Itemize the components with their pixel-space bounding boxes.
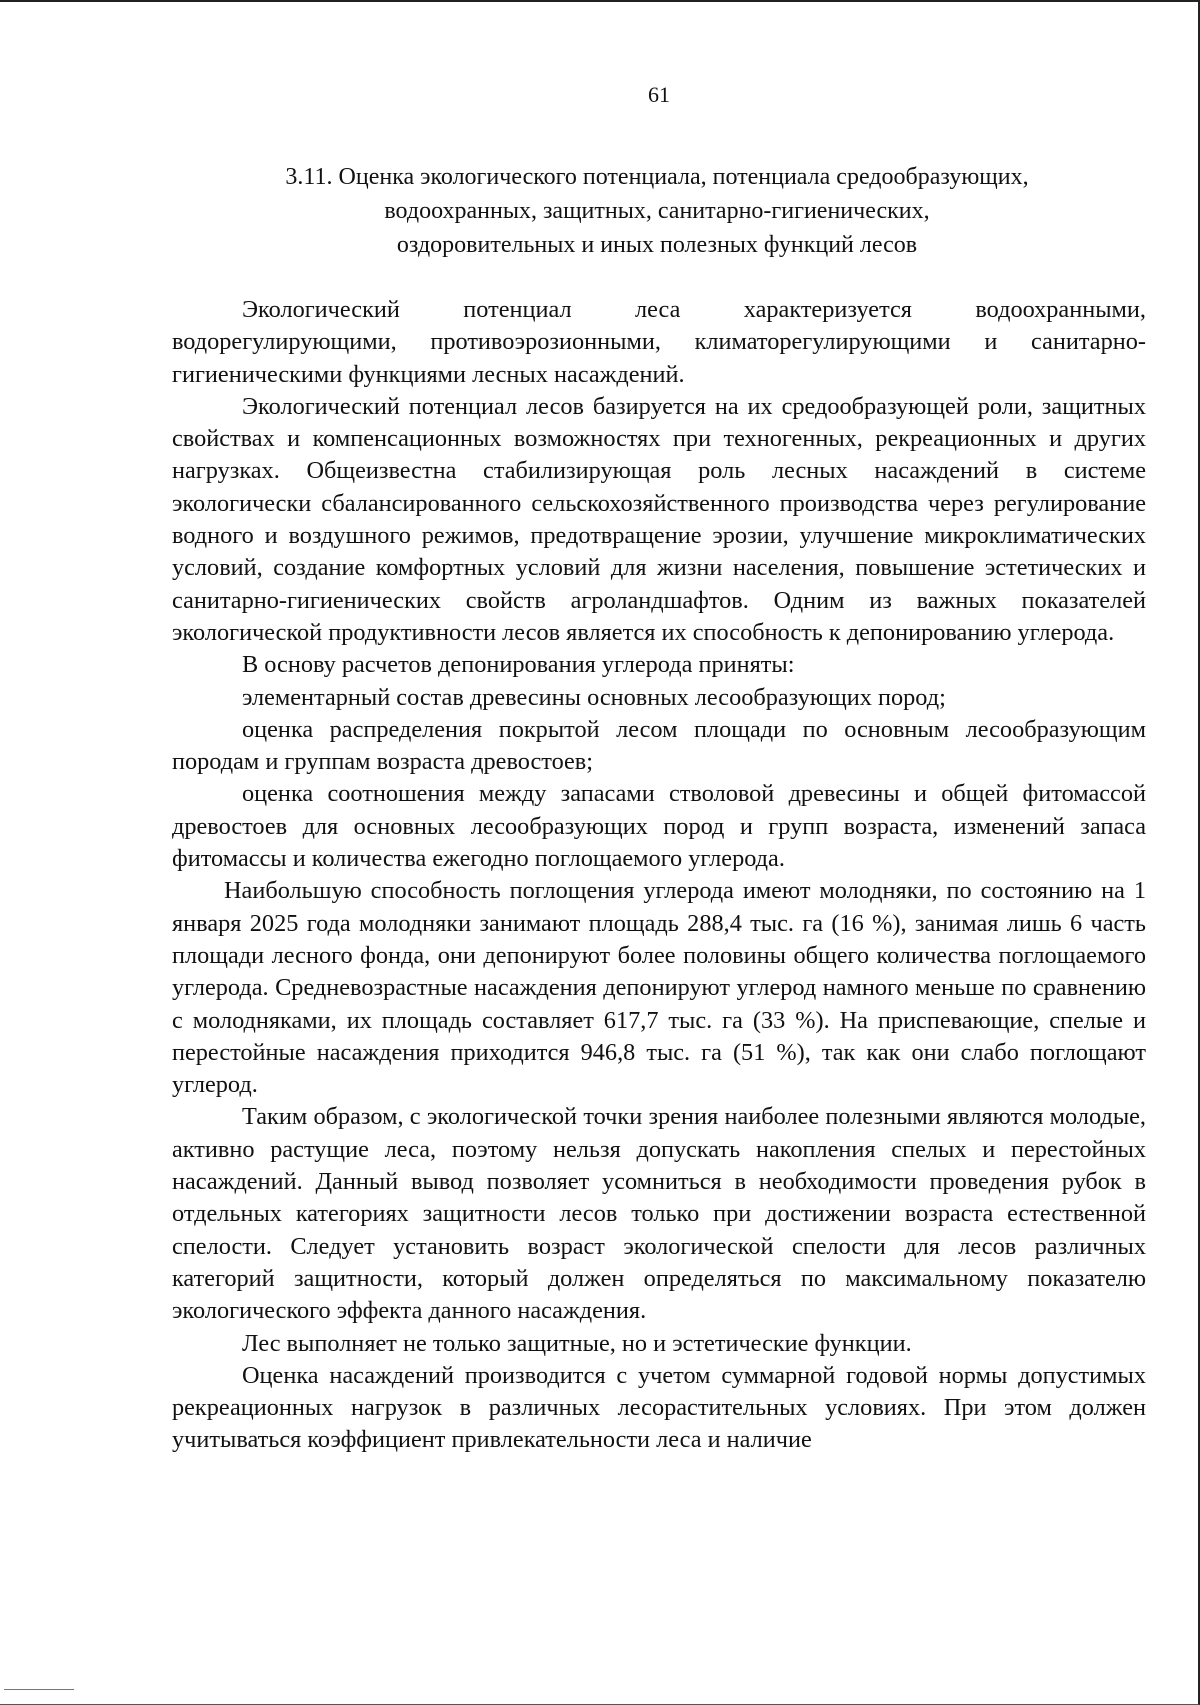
paragraph-calculation-basis: В основу расчетов депонирования углерода приняты: <box>242 651 795 679</box>
section-heading-line-1: 3.11. Оценка экологического потенциала, потенциала средообразующих, <box>285 164 1029 190</box>
list-item-wood-composition: элементарный состав древесины основных лесообразующих пород; <box>242 683 946 711</box>
list-item-phytomass-ratio: оценка соотношения между запасами стволовой древесины и общей фитомассой древостоев для основных лесообразующих пород и групп возраста, изменений запаса фитомассы и количества ежегодно поглощаемого углерода. <box>172 780 1146 873</box>
paragraph-ecological-potential: Экологический потенциал леса характеризуется водоохранными, водорегулирующими, противоэрозионными, климаторегулирующими и санитарно-гигиеническими функциями лесных насаждений. <box>172 296 1146 388</box>
list-item-area-distribution: оценка распределения покрытой лесом площади по основным лесообразующим породам и группам возраста древостоев; <box>172 715 1146 776</box>
page-number: 61 <box>648 82 670 107</box>
scan-edge-line <box>4 1689 74 1690</box>
section-heading <box>196 160 1118 262</box>
document-body <box>172 294 1146 1457</box>
paragraph-carbon-absorption: Наибольшую способность поглощения углерода имеют молодняки, по состоянию на 1 января 2025 года молодняки занимают площадь 288,4 тыс. га (16 %), занимая лишь 6 часть площади лесного фонда, они депонируют более половины общего количества поглощаемого углерода. Средневозрастные насаждения депонируют углерод намного меньше по сравнению с молодняками, их площадь составляет 617,7 тыс. га (33 %). На приспевающие, спелые и перестойные насаждения приходится 946,8 тыс. га (51 %), так как они слабо поглощают углерод. <box>172 877 1146 1099</box>
paragraph-aesthetic-functions: Лес выполняет не только защитные, но и эстетические функции. <box>242 1329 912 1357</box>
section-heading-line-2: водоохранных, защитных, санитарно-гигиенических, <box>384 198 930 224</box>
paragraph-recreational-assessment: Оценка насаждений производится с учетом суммарной годовой нормы допустимых рекреационных нагрузок в различных лесорастительных условиях. При этом должен учитываться коэффициент привлекательности леса и наличие <box>172 1361 1146 1454</box>
paragraph-environment-forming-role: Экологический потенциал лесов базируется на их средообразующей роли, защитных свойствах и компенсационных возможностях при техногенных, рекреационных и других нагрузках. Общеизвестна стабилизирующая роль лесных насаждений в системе экологически сбалансированного сельскохозяйственного производства через регулирование водного и воздушного режимов, предотвращение эрозии, улучшение микроклиматических условий, создание комфортных условий для жизни населения, повышение эстетических и санитарно-гигиенических свойств агроландшафтов. Одним из важных показателей экологической продуктивности лесов является их способность к депонированию углерода. <box>172 392 1146 646</box>
section-heading-line-3: оздоровительных и иных полезных функций лесов <box>396 232 918 258</box>
paragraph-conclusion: Таким образом, с экологической точки зрения наиболее полезными являются молодые, активно растущие леса, поэтому нельзя допускать накопления спелых и перестойных насаждений. Данный вывод позволяет усомниться в необходимости проведения рубок в отдельных категориях защитности лесов только при достижении возраста естественной спелости. Следует установить возраст экологической спелости для лесов различных категорий защитности, который должен определяться по максимальному показателю экологического эффекта данного насаждения. <box>172 1103 1146 1325</box>
